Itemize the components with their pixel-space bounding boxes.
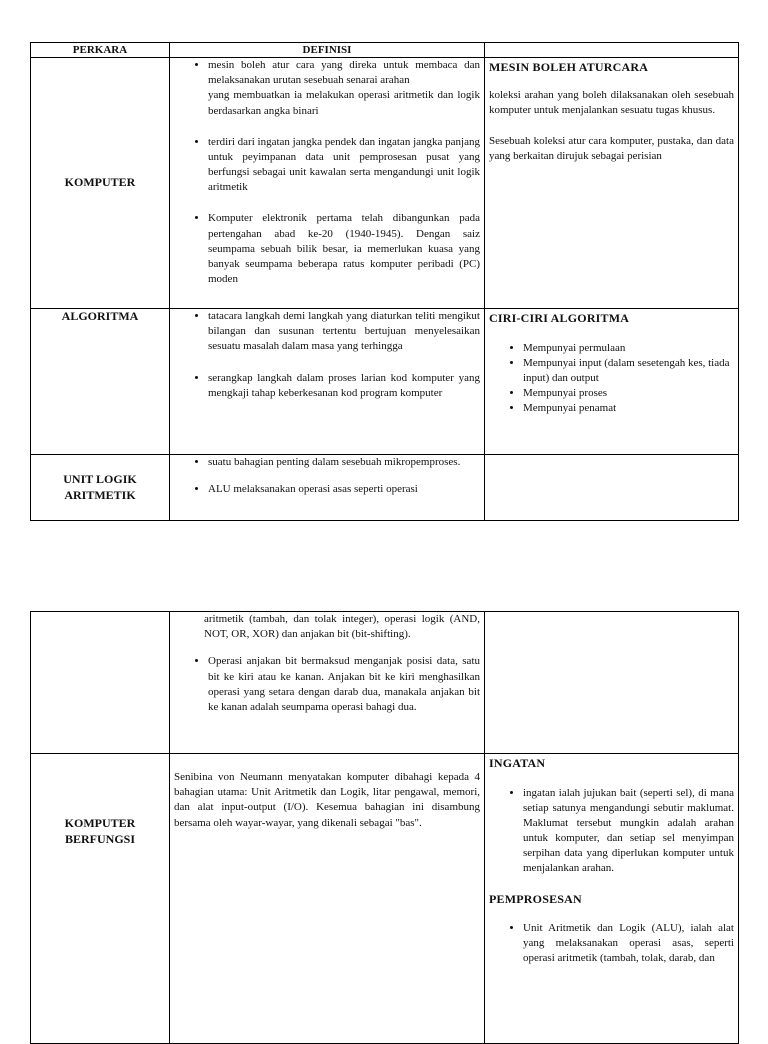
list-item: • mesin boleh atur cara yang direka untuk membaca dan melaksanakan urutan sesebuah senarai arahan yang membuatkan ia melakukan operasi aritmetik dan logik berdasarkan angka binari (208, 58, 480, 119)
list-item: • Operasi anjakan bit bermaksud menganjak posisi data, satu bit ke kiri atau ke kanan. Anjakan bit ke kiri menghasilkan operasi yang setara dengan darab dua, manakala anjakan bit ke kanan adalah seumpama operasi bahagi dua. (208, 654, 480, 715)
label-komputer-berfungsi: KOMPUTER BERFUNGSI (31, 754, 170, 1044)
label-komputer: KOMPUTER (31, 58, 170, 309)
row-alu-continued (31, 612, 739, 754)
header-row (31, 43, 739, 58)
definition-algoritma (170, 309, 485, 455)
label-empty (31, 612, 170, 754)
list-item: • Unit Aritmetik dan Logik (ALU), ialah alat yang melaksanakan operasi asas, seperti operasi aritmetik (tambah, tolak, darab, dan (523, 921, 734, 967)
definition-komputer-berfungsi (170, 754, 485, 1044)
list-item: • Komputer elektronik pertama telah dibangunkan pada pertengahan abad ke-20 (1940-1945). Dengan saiz seumpama sebuah bilik besar, ia memerlukan kuasa yang banyak seumpama beberapa ratus komputer peribadi (PC) moden (208, 211, 480, 287)
list-item: • Mempunyai permulaan (523, 341, 734, 356)
definitions-table-1 (30, 42, 739, 521)
notes-empty (485, 612, 739, 754)
list-item: • Mempunyai input (dalam sesetengah kes, tiada input) dan output (523, 356, 734, 386)
definition-alu (170, 455, 485, 521)
continued-text: aritmetik (tambah, dan tolak integer), operasi logik (AND, NOT, OR, XOR) dan anjakan bit (bit-shifting). (204, 613, 480, 641)
notes-heading-ingatan: INGATAN (489, 756, 546, 770)
header-definisi: DEFINISI (170, 43, 485, 58)
notes-komputer (485, 58, 739, 309)
notes-alu (485, 455, 739, 521)
notes-algoritma (485, 309, 739, 455)
notes-paragraph: koleksi arahan yang boleh dilaksanakan oleh sesebuah komputer untuk menjalankan sesuatu tugas khusus. (489, 88, 734, 116)
header-perkara: PERKARA (31, 43, 170, 58)
row-komputer-berfungsi (31, 754, 739, 1044)
list-item: • suatu bahagian penting dalam sesebuah mikropemproses. (208, 455, 480, 470)
row-algoritma (31, 309, 739, 455)
definition-komputer (170, 58, 485, 309)
label-alu: UNIT LOGIK ARITMETIK (31, 455, 170, 521)
notes-heading: MESIN BOLEH ATURCARA (489, 60, 649, 74)
row-alu (31, 455, 739, 521)
definition-alu-continued (170, 612, 485, 754)
list-item: • serangkap langkah dalam proses larian kod komputer yang mengkaji tahap keberkesanan kod program komputer (208, 371, 480, 401)
list-item: • Mempunyai penamat (523, 401, 734, 416)
list-item: • Mempunyai proses (523, 386, 734, 401)
definition-paragraph: Senibina von Neumann menyatakan komputer dibahagi kepada 4 bahagian utama: Unit Aritmetik dan Logik, litar pengawal, memori, dan alat input-output (I/O). Kesemua bahagian ini disambung bersama oleh wayar-wayar, yang dikenali sebagai "bas". (174, 771, 480, 829)
list-item: • terdiri dari ingatan jangka pendek dan ingatan jangka panjang untuk peyimpanan data unit pemprosesan pusat yang berfungsi sebagai unit kawalan serta mengandungi unit logik aritmetik (208, 135, 480, 196)
header-notes (485, 43, 739, 58)
notes-heading: CIRI-CIRI ALGORITMA (489, 311, 630, 325)
notes-paragraph: Sesebuah koleksi atur cara komputer, pustaka, dan data yang berkaitan dirujuk sebagai perisian (489, 134, 734, 163)
definitions-table-2 (30, 611, 739, 1044)
list-item: • tatacara langkah demi langkah yang diaturkan teliti mengikut bilangan dan susunan tertentu bertujuan menyelesaikan sesuatu masalah dalam masa yang terhingga (208, 309, 480, 355)
notes-heading-pemprosesan: PEMPROSESAN (489, 891, 582, 906)
list-item: • ingatan ialah jujukan bait (seperti sel), di mana setiap satunya mengandungi sebutir maklumat. Maklumat tersebut mungkin adalah arahan untuk komputer, dan setiap sel menyimpan serpihan data yang diperlukan komputer untuk menjalankan arahan. (523, 786, 734, 877)
row-komputer (31, 58, 739, 309)
notes-komputer-berfungsi (485, 754, 739, 1044)
list-item: • ALU melaksanakan operasi asas seperti operasi (208, 482, 480, 497)
label-algoritma: ALGORITMA (31, 309, 170, 455)
